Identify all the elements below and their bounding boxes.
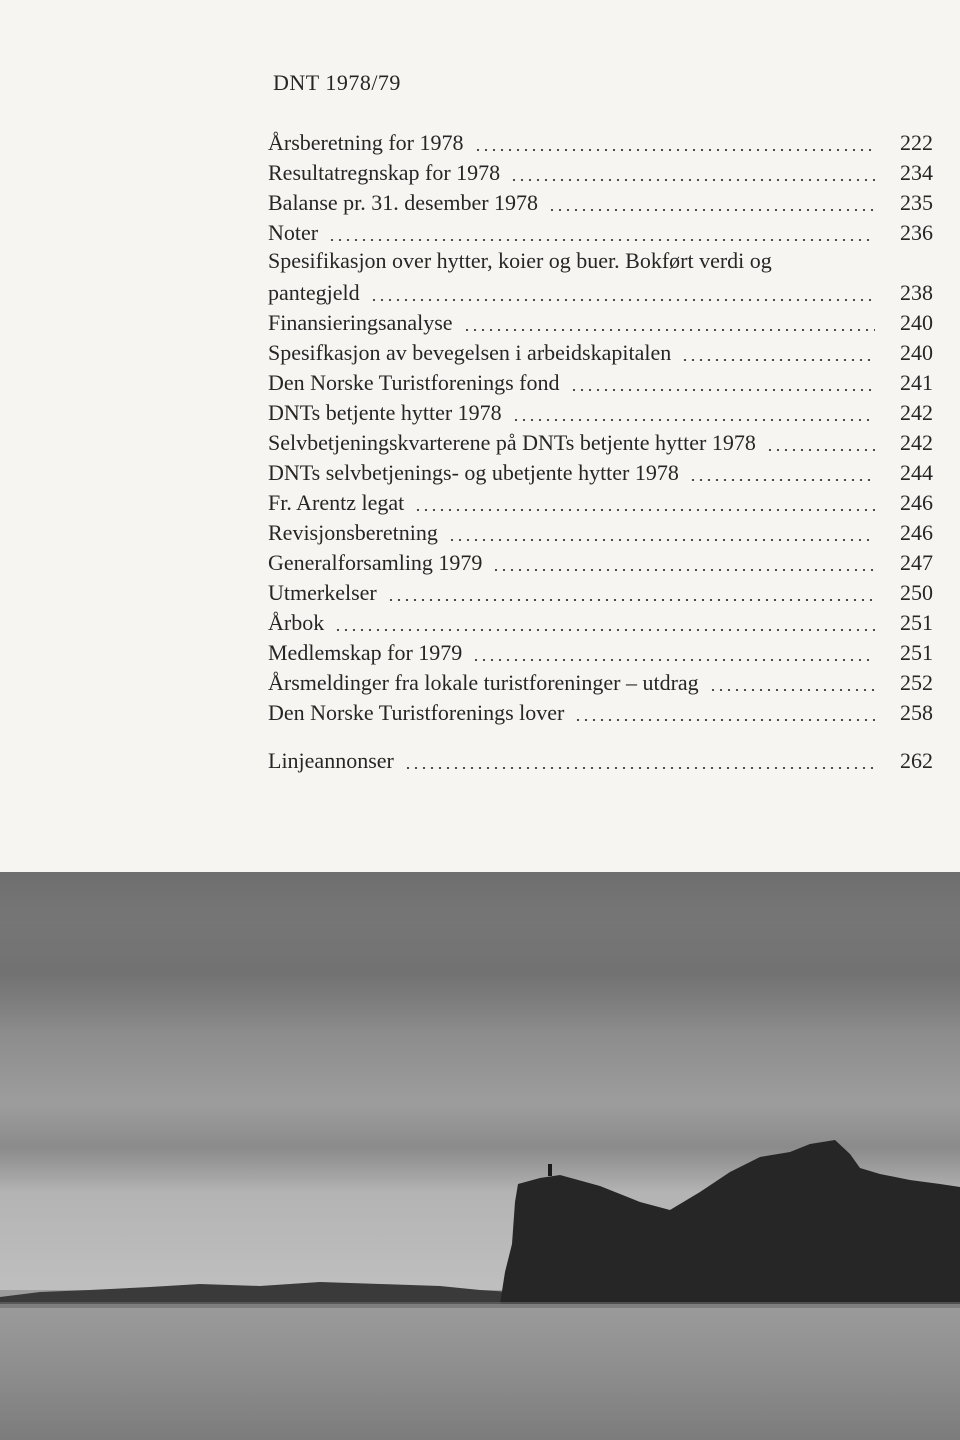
dot-leader — [709, 689, 875, 691]
dot-leader — [548, 209, 875, 211]
toc-entry-page: 238 — [900, 280, 933, 305]
toc-entry — [268, 637, 933, 667]
toc-entry-page: 236 — [900, 220, 933, 245]
toc-entry-page: 251 — [900, 640, 933, 665]
toc-entry — [268, 607, 933, 637]
toc-entry — [268, 187, 933, 217]
toc-entry — [268, 217, 933, 247]
toc-entry — [268, 487, 933, 517]
toc-entry-page: 246 — [900, 490, 933, 515]
figure-on-cliff — [548, 1164, 552, 1176]
toc-entry-label: DNTs selvbetjenings- og ubetjente hytter 1978 — [268, 460, 679, 485]
toc-entry-page: 240 — [900, 310, 933, 335]
toc-entry-label: Fr. Arentz legat — [268, 490, 405, 515]
toc-entry — [268, 127, 933, 157]
toc-entry-label: Den Norske Turistforenings fond — [268, 370, 560, 395]
toc-entry-label: Årbok — [268, 610, 325, 635]
toc-entry-label: Spesifikasjon over hytter, koier og buer. Bokført verdi og — [268, 248, 772, 273]
dot-leader — [512, 419, 875, 421]
toc-entry-page: 241 — [900, 370, 933, 395]
toc-entry-label: Finansieringsanalyse — [268, 310, 453, 335]
dot-leader — [689, 479, 875, 481]
dot-leader — [387, 599, 875, 601]
toc-entry-page: 242 — [900, 400, 933, 425]
table-of-contents — [268, 127, 933, 775]
toc-entry-page: 235 — [900, 190, 933, 215]
toc-entry-label: Årsmeldinger fra lokale turistforeninger – utdrag — [268, 670, 699, 695]
toc-entry — [268, 457, 933, 487]
toc-entry-page: 244 — [900, 460, 933, 485]
dot-leader — [328, 239, 875, 241]
dot-leader — [472, 659, 875, 661]
toc-entry — [268, 307, 933, 337]
toc-entry-label-line2: pantegjeld — [268, 280, 360, 305]
toc-entry — [268, 247, 933, 307]
toc-entry — [268, 697, 933, 727]
toc-entry — [268, 337, 933, 367]
toc-entry-label: Årsberetning for 1978 — [268, 130, 464, 155]
dot-leader — [570, 389, 876, 391]
toc-entry-label: Selvbetjeningskvarterene på DNTs betjente hytter 1978 — [268, 430, 756, 455]
toc-entry-label: Medlemskap for 1979 — [268, 640, 463, 665]
toc-entry — [268, 517, 933, 547]
dot-leader — [474, 149, 875, 151]
dot-leader — [510, 179, 875, 181]
toc-entry-label: DNTs betjente hytter 1978 — [268, 400, 502, 425]
toc-entry-page: 246 — [900, 520, 933, 545]
page-title: DNT 1978/79 — [273, 70, 401, 95]
toc-entry — [268, 547, 933, 577]
toc-entry — [268, 367, 933, 397]
dot-leader — [492, 569, 875, 571]
toc-entry-page: 240 — [900, 340, 933, 365]
toc-entry-label: Den Norske Turistforenings lover — [268, 700, 565, 725]
toc-entry-label: Resultatregnskap for 1978 — [268, 160, 501, 185]
toc-entry-label: Spesifkasjon av bevegelsen i arbeidskapitalen — [268, 340, 672, 365]
toc-entry-label: Linjeannonser — [268, 748, 394, 773]
dot-leader — [766, 449, 875, 451]
toc-entry-page: 234 — [900, 160, 933, 185]
toc-entry — [268, 577, 933, 607]
toc-entry-page: 222 — [900, 130, 933, 155]
toc-entry-page: 262 — [900, 748, 933, 773]
toc-entry-continuation — [268, 277, 933, 307]
dot-leader — [370, 299, 875, 301]
toc-entry-label: Balanse pr. 31. desember 1978 — [268, 190, 539, 215]
toc-entry-label: Revisjonsberetning — [268, 520, 438, 545]
landscape-photo — [0, 872, 960, 1440]
toc-entry-page: 247 — [900, 550, 933, 575]
sea — [0, 1290, 960, 1440]
dot-leader — [574, 719, 875, 721]
toc-entry-page: 242 — [900, 430, 933, 455]
dot-leader — [414, 509, 875, 511]
toc-entry — [268, 667, 933, 697]
dot-leader — [448, 539, 875, 541]
toc-entry — [268, 745, 933, 775]
toc-entry-label: Utmerkelser — [268, 580, 377, 605]
dot-leader — [404, 767, 875, 769]
toc-entry-label: Noter — [268, 220, 319, 245]
toc-entry-page: 258 — [900, 700, 933, 725]
dot-leader — [681, 359, 875, 361]
toc-entry-page: 251 — [900, 610, 933, 635]
dot-leader — [463, 329, 875, 331]
toc-entry-page: 252 — [900, 670, 933, 695]
toc-entry-page: 250 — [900, 580, 933, 605]
horizon-shadow — [0, 1302, 960, 1308]
cloud-band — [0, 912, 960, 1032]
toc-entry — [268, 157, 933, 187]
toc-entry — [268, 397, 933, 427]
dot-leader — [334, 629, 875, 631]
toc-entry — [268, 427, 933, 457]
toc-entry-label: Generalforsamling 1979 — [268, 550, 483, 575]
